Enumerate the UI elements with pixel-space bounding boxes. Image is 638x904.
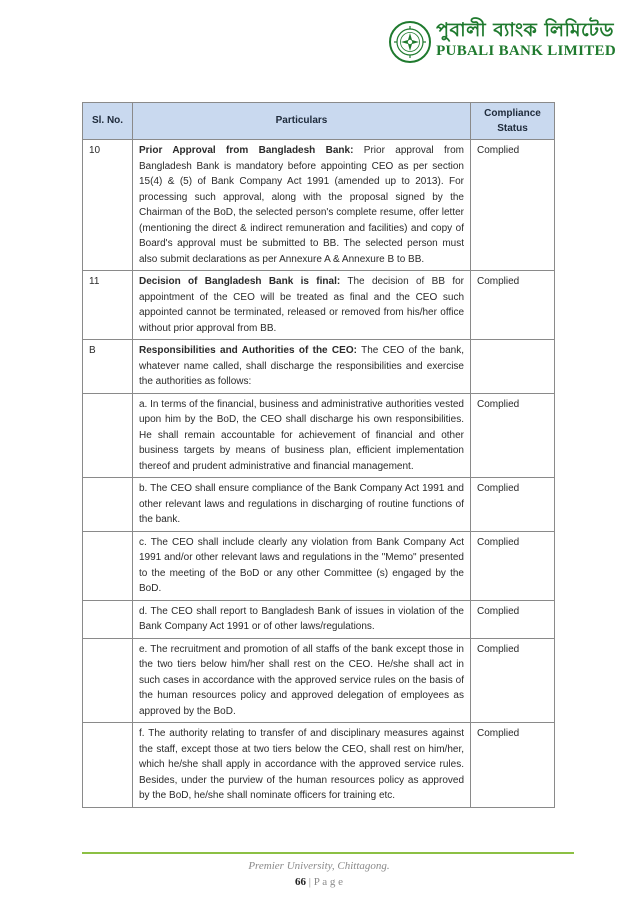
page-label: | P a g e xyxy=(306,876,343,888)
row-particulars: b. The CEO shall ensure compliance of the Bank Company Act 1991 and other relevant laws and regulations in discharging of routine functions of the bank. xyxy=(133,478,471,532)
header-compliance-status: Compliance Status xyxy=(471,103,555,140)
footer-page xyxy=(0,876,638,888)
table-row xyxy=(83,271,555,340)
table-row xyxy=(83,600,555,638)
pubali-bank-seal-icon xyxy=(388,20,432,64)
row-title: Responsibilities and Authorities of the CEO: xyxy=(139,345,357,356)
row-compliance-status: Complied xyxy=(471,271,555,340)
row-sl-no xyxy=(83,638,133,723)
row-particulars xyxy=(133,271,471,340)
row-compliance-status: Complied xyxy=(471,140,555,271)
row-title: Prior Approval from Bangladesh Bank: xyxy=(139,145,354,156)
header-sl-no: Sl. No. xyxy=(83,103,133,140)
row-particulars: f. The authority relating to transfer of and disciplinary measures against the staff, except those at two tiers below the CEO, shall rest on him/her, which he/she shall apply in accordance with the approved service rules. Besides, under the purview of the human resources policy as approved by the BoD, he/she shall nominate officers for training etc. xyxy=(133,723,471,808)
row-text: The CEO of the bank, whatever name called, shall discharge the responsibilities and exercise the authorities as follows: xyxy=(139,345,464,387)
row-particulars xyxy=(133,340,471,394)
table-row xyxy=(83,478,555,532)
row-compliance-status xyxy=(471,340,555,394)
table-row xyxy=(83,531,555,600)
table-row xyxy=(83,723,555,808)
row-particulars: a. In terms of the financial, business and administrative authorities vested upon him by the BoD, the CEO shall discharge his own responsibilities. He shall remain accountable for achievement of financial and other business targets by means of business plan, efficient implementation thereof and prudent administrative and financial management. xyxy=(133,393,471,478)
table-row xyxy=(83,340,555,394)
row-compliance-status: Complied xyxy=(471,478,555,532)
row-sl-no: 11 xyxy=(83,271,133,340)
row-sl-no xyxy=(83,478,133,532)
footer-institution: Premier University, Chittagong. xyxy=(248,860,390,872)
table-row xyxy=(83,393,555,478)
row-compliance-status: Complied xyxy=(471,638,555,723)
table-header-row xyxy=(83,103,555,140)
row-compliance-status: Complied xyxy=(471,723,555,808)
row-particulars: d. The CEO shall report to Bangladesh Bank of issues in violation of the Bank Company Act 1991 or of other laws/regulations. xyxy=(133,600,471,638)
row-particulars: c. The CEO shall include clearly any violation from Bank Company Act 1991 and/or other relevant laws and regulations in the "Memo" presented to the meeting of the BoD or any other Committee (s) engaged by the BoD. xyxy=(133,531,471,600)
row-sl-no: 10 xyxy=(83,140,133,271)
bank-name-bengali: পুবালী ব্যাংক লিমিটেড xyxy=(436,19,615,41)
row-particulars: e. The recruitment and promotion of all staffs of the bank except those in the two tiers below him/her shall rest on the CEO. He/she shall act in such cases in accordance with the approved service rules on the basis of the human resources policy and approved delegation of employees as approved by the BoD. xyxy=(133,638,471,723)
row-particulars xyxy=(133,140,471,271)
header-particulars: Particulars xyxy=(133,103,471,140)
footer-divider xyxy=(82,852,574,854)
row-sl-no xyxy=(83,531,133,600)
page-number: 66 xyxy=(295,876,307,888)
row-sl-no xyxy=(83,723,133,808)
row-sl-no xyxy=(83,600,133,638)
row-text: The decision of BB for appointment of the CEO will be treated as final and the CEO such appointed cannot be terminated, released or removed from his/her office without prior approval from BB. xyxy=(139,276,465,334)
bank-name-english: PUBALI BANK LIMITED xyxy=(436,43,616,59)
compliance-table xyxy=(82,102,555,808)
row-compliance-status: Complied xyxy=(471,531,555,600)
row-compliance-status: Complied xyxy=(471,393,555,478)
row-compliance-status: Complied xyxy=(471,600,555,638)
row-title: Decision of Bangladesh Bank is final: xyxy=(139,276,341,287)
row-text: Prior approval from Bangladesh Bank is mandatory before appointing CEO as per section 15(4) & (5) of Bank Company Act 1991 (amended up to 2013). For processing such approval, along with the proposal signed by the Chairman of the BoD, the selected person's complete resume, offer letter (mentioning the direct & indirect remuneration and facilities) and copy of Board's approval must be submitted to BB. The selected person must also submit declarations as per Annexure A & Annexure B to BB. xyxy=(139,145,464,265)
row-sl-no: B xyxy=(83,340,133,394)
table-row xyxy=(83,638,555,723)
table-row xyxy=(83,140,555,271)
row-sl-no xyxy=(83,393,133,478)
bank-logo xyxy=(388,18,616,64)
